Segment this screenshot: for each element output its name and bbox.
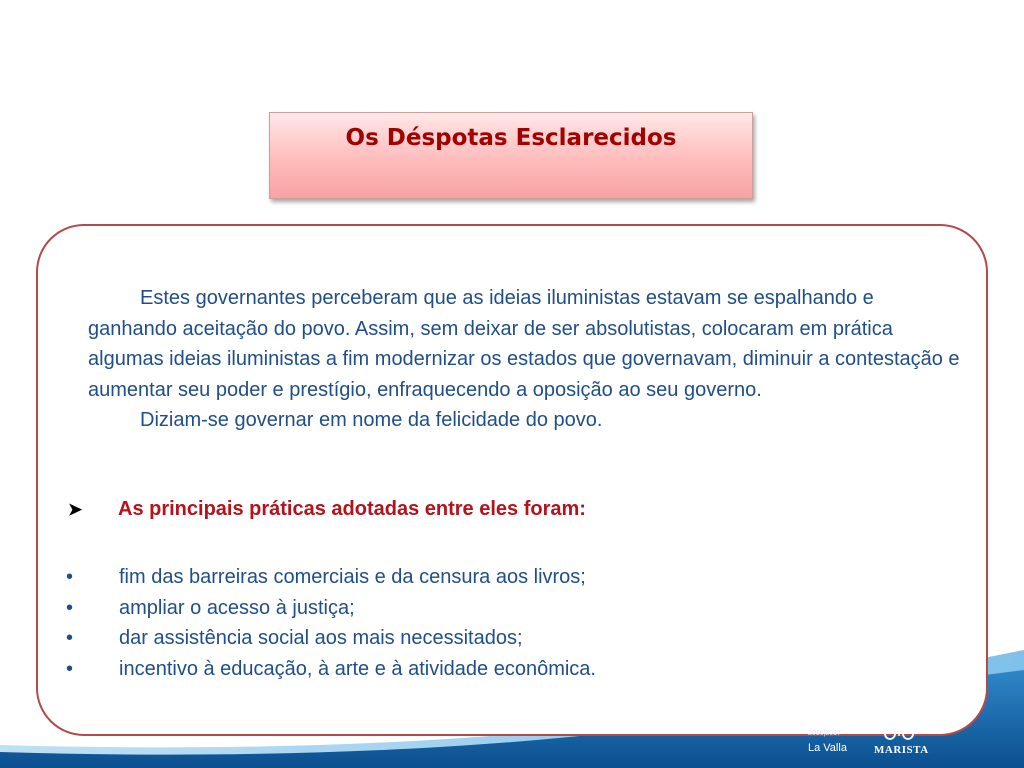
list-item	[66, 623, 966, 654]
logo-marista: MARISTA	[874, 744, 929, 756]
practices-heading-text: As principais práticas adotadas entre eles foram:	[118, 498, 586, 520]
bullet-dot-icon: •	[66, 566, 74, 588]
bullet-dot-icon: •	[66, 596, 74, 619]
intro-paragraph-1: Estes governantes perceberam que as ideias iluministas estavam se espalhando e ganhando aceitação do povo. Assim, sem deixar de ser absolutistas, colocaram em prática algumas ideias iluministas a fim modernizar os estados que governavam, diminuir a contestação e aumentar seu poder e prestígio, enfraquecendo a oposição ao seu governo.	[88, 287, 960, 401]
title-box	[269, 112, 753, 199]
intro-paragraph-2: Diziam-se governar em nome da felicidade do povo.	[140, 409, 603, 431]
logo-la-valla: La Valla	[808, 742, 847, 754]
practices-list	[66, 562, 966, 684]
list-item	[66, 562, 966, 593]
practices-heading	[68, 498, 968, 528]
list-item-text: dar assistência social aos mais necessitados;	[119, 627, 523, 649]
list-item	[66, 593, 966, 624]
intro-text	[88, 283, 968, 436]
marista-logo	[808, 726, 938, 760]
logo-years: 2016|2017	[808, 730, 841, 737]
marista-symbol-icon	[878, 726, 922, 740]
bullet-dot-icon: •	[66, 657, 74, 680]
bullet-dot-icon: •	[66, 627, 74, 649]
list-item	[66, 654, 966, 685]
slide-title: Os Déspotas Esclarecidos	[345, 125, 677, 151]
list-item-text: ampliar o acesso à justiça;	[119, 596, 355, 619]
list-item-text: fim das barreiras comerciais e da censura aos livros;	[119, 566, 586, 588]
arrow-bullet-icon: ➤	[68, 500, 83, 519]
list-item-text: incentivo à educação, à arte e à atividade econômica.	[119, 657, 596, 680]
